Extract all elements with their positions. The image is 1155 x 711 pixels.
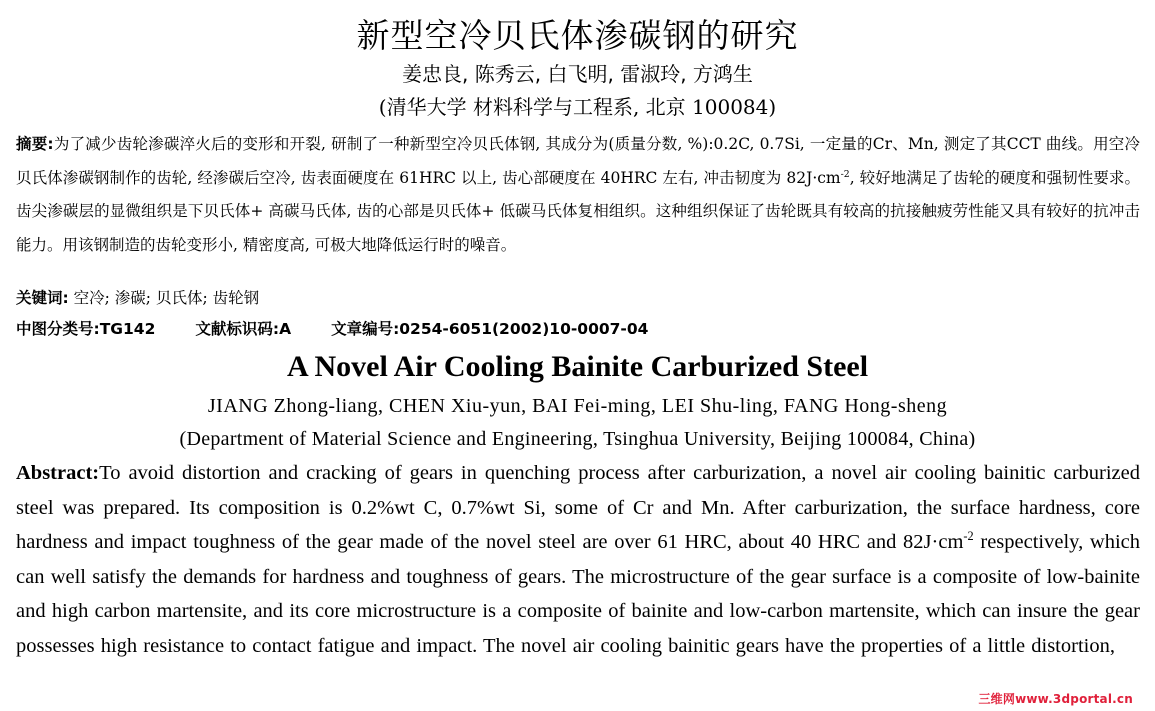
clc-value: TG142 <box>99 320 156 338</box>
watermark: 三维网www.3dportal.cn <box>978 692 1133 706</box>
authors-cn: 姜忠良, 陈秀云, 白飞明, 雷淑玲, 方鸿生 <box>402 62 753 86</box>
abstract-cn-text-1: 为了减少齿轮渗碳淬火后的变形和开裂, 研制了一种新型空冷贝氏体钢, 其成分为(质量分数, %):0.2C, 0.7Si, 一定量的Cr、Mn, 测定了其CCT 曲线。用空冷贝氏体渗碳钢制作的齿轮, 经渗碳后空冷, 齿表面硬度在 61HRC 以上, 齿心部硬度在 40HRC 左右, 冲击韧度为 82J·cm <box>16 135 1140 187</box>
classification-line <box>16 315 648 343</box>
doc-code-label: 文献标识码: <box>195 320 280 338</box>
doc-code-value: A <box>279 320 292 338</box>
abstract-en-text-2: respectively, which can well satisfy the demands for hardness and toughness of gears. The microstructure of the gear surface is a composite of low-bainite and high carbon martensite, and its core microstructure is a composite of bainite and low-carbon martensite, which can insure the gear possesses high resistance to contact fatigue and impact. The novel air cooling bainitic gears have the properties of a little distortion, <box>16 531 1140 657</box>
abstract-cn-text-2: , 较好地满足了齿轮的硬度和强韧性要求。齿尖渗碳层的显微组织是下贝氏体+ 高碳马氏体, 齿的心部是贝氏体+ 低碳马氏体复相组织。这种组织保证了齿轮既具有较高的抗接触疲劳性能又具有较好的抗冲击能力。用该钢制造的齿轮变形小, 精密度高, 可极大地降低运行时的噪音。 <box>16 168 1140 254</box>
abstract-cn-label: 摘要: <box>16 135 54 153</box>
paper-title-cn: 新型空冷贝氏体渗碳钢的研究 <box>356 16 799 55</box>
keywords <box>16 284 259 312</box>
abstract-en-label: Abstract: <box>16 462 100 484</box>
paper-title-en: A Novel Air Cooling Bainite Carburized Steel <box>286 350 869 383</box>
abstract-en-text-1: To avoid distortion and cracking of gears in quenching process after carburization, a novel air cooling bainitic carburized steel was prepared. Its composition is 0.2%wt C, 0.7%wt Si, some of Cr and Mn. After carburization, the surface hardness, core hardness and impact toughness of the gear made of the novel steel are over 61 HRC, about 40 HRC and 82J·cm <box>16 462 1140 554</box>
keywords-text: 空冷; 渗碳; 贝氏体; 齿轮钢 <box>73 289 260 307</box>
clc-label: 中图分类号: <box>16 320 100 338</box>
article-no-value: 0254-6051(2002)10-0007-04 <box>399 320 649 338</box>
abstract-en-sup: -2 <box>963 529 974 544</box>
article-no-label: 文章编号: <box>331 320 400 338</box>
abstract-cn <box>16 128 1140 262</box>
abstract-en <box>16 456 1140 664</box>
abstract-cn-sup: -2 <box>840 168 850 180</box>
authors-en: JIANG Zhong-liang, CHEN Xiu-yun, BAI Fei-ming, LEI Shu-ling, FANG Hong-sheng <box>207 395 948 417</box>
keywords-label: 关键词: <box>16 289 69 307</box>
affiliation-cn: (清华大学 材料科学与工程系, 北京 100084) <box>378 95 777 119</box>
affiliation-en: (Department of Material Science and Engineering, Tsinghua University, Beijing 100084, China) <box>179 428 976 450</box>
